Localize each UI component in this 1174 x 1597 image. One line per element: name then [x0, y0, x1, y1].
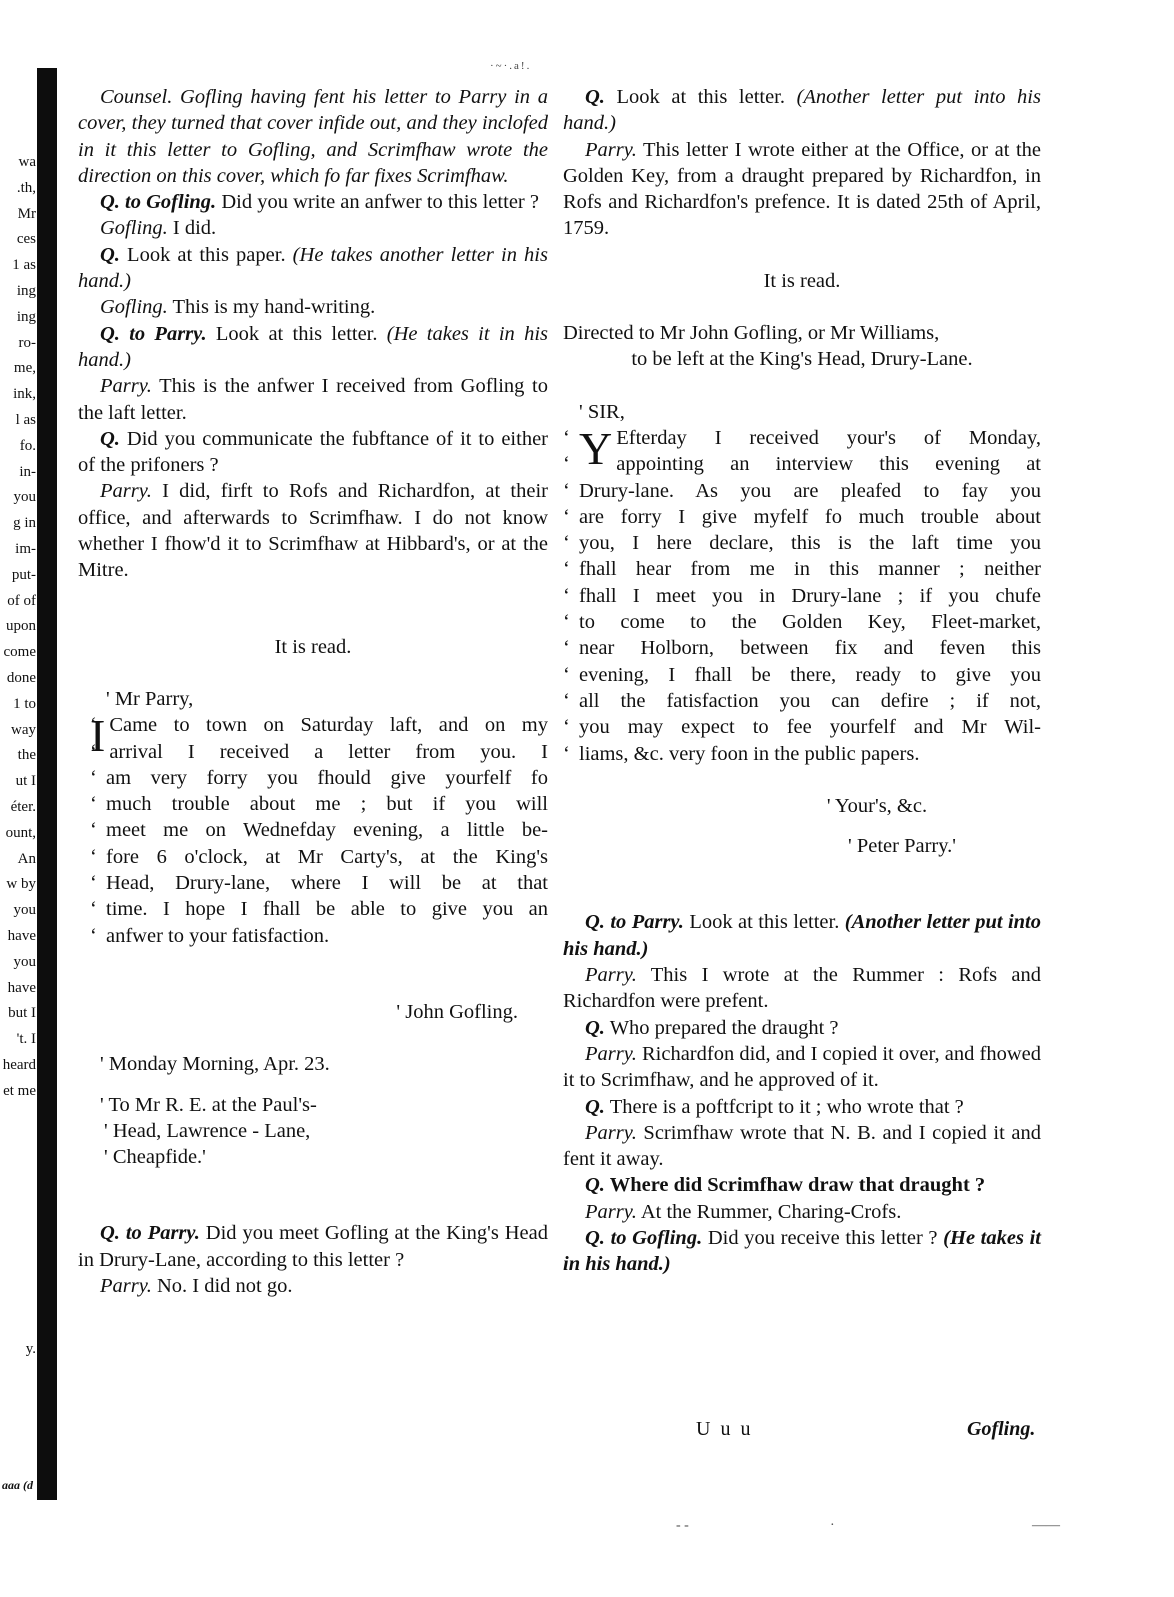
address-line: ' Head, Lawrence - Lane, — [104, 1119, 311, 1142]
edge-fragment: me, — [13, 360, 36, 377]
letter-line: ‘ Efterday I received your's of Monday, — [563, 425, 1041, 451]
letter-closing: ' Your's, &c. — [826, 794, 928, 817]
answer-paragraph: Parry. I did, firft to Rofs and Richardfon, at their office, and afterwards to Scrimfhaw. I do not know whether I fhow'd it to Scrimfhaw at Hibbard's, or at the Mitre. — [78, 480, 548, 582]
edge-fragment: im- — [15, 540, 36, 557]
letter-line: ‘ appointing an interview this evening at — [563, 451, 1041, 477]
right-column — [563, 84, 1041, 1278]
question-paragraph: Q. Did you communicate the fubftance of it to either of the prifoners ? — [78, 427, 548, 477]
letter-line: ‘ you, I here declare, this is the laft time you — [563, 530, 1041, 556]
parry-letter — [563, 399, 1041, 767]
edge-fragment: upon — [6, 618, 36, 635]
edge-fragment: way — [11, 721, 36, 738]
edge-fragment: of of — [7, 592, 36, 609]
edge-fragment: ink, — [13, 386, 36, 403]
edge-fragment: 1 to — [13, 695, 36, 712]
signature-mark: Uuu — [696, 1418, 761, 1440]
question-paragraph: Q. to Gofling. Did you receive this letter ? (He takes it in his hand.) — [563, 1226, 1041, 1276]
bottom-mark: · — [830, 1518, 835, 1533]
left-edge-foot: aaa (d — [2, 1478, 33, 1492]
letter-direction: to be left at the King's Head, Drury-Lane. — [631, 348, 973, 371]
gosling-letter — [78, 686, 548, 949]
answer-paragraph: Parry. This I wrote at the Rummer : Rofs and Richardfon were prefent. — [563, 964, 1041, 1013]
letter-line: ‘ meet me on Wednefday evening, a little be- — [90, 817, 548, 843]
address-line: ' To Mr R. E. at the Paul's- — [100, 1093, 317, 1116]
question-paragraph: Q. Look at this letter. (Another letter put into his hand.) — [563, 86, 1041, 135]
header-marks: ·~·.a!. — [490, 60, 532, 72]
letter-line: ‘ arrival I received a letter from you. I — [90, 739, 548, 765]
edge-fragment: w by — [6, 876, 36, 893]
letter-signature: ' John Gofling. — [396, 1000, 518, 1023]
letter-line: ‘ much trouble about me ; but if you will — [90, 791, 548, 817]
letter-line: ‘ you may expect to fee yourfelf and Mr Wil- — [563, 714, 1041, 740]
question-paragraph: Q. to Parry. Did you meet Gofling at the King's Head in Drury-Lane, according to this letter ? — [78, 1222, 549, 1271]
edge-fragment — [0, 1285, 36, 1311]
answer-paragraph: Parry. No. I did not go. — [100, 1274, 293, 1297]
letter-line: ‘ Head, Drury-lane, where I will be at that — [90, 870, 548, 896]
answer-paragraph: Parry. Scrimfhaw wrote that N. B. and I copied it and fent it away. — [563, 1121, 1041, 1171]
edge-fragment: ut I — [15, 773, 36, 790]
letter-line: ‘ Came to town on Saturday laft, and on my — [90, 712, 548, 738]
question-paragraph: Q. Look at this paper. (He takes another letter in his hand.) — [78, 243, 548, 293]
edge-fragment: you — [13, 953, 36, 970]
answer-paragraph: Parry. Richardfon did, and I copied it over, and fhowed it to Scrimfhaw, and he approved of it. — [563, 1042, 1041, 1092]
drop-capital: Y — [579, 422, 613, 474]
address-line: ' Cheapfide.' — [104, 1146, 206, 1169]
it-is-read-heading: It is read. — [274, 635, 352, 658]
question-paragraph: Q. to Parry. Look at this letter. (He takes it in his hand.) — [78, 322, 548, 371]
answer-paragraph: Gofling. I did. — [100, 217, 217, 240]
edge-fragment: 1 as — [12, 257, 36, 274]
question-paragraph: Q. Where did Scrimfhaw draw that draught ? — [585, 1174, 986, 1197]
edge-fragment: fo. — [19, 437, 36, 454]
edge-fragment: the — [17, 747, 36, 764]
letter-line: ‘ liams, &c. very foon in the public papers. — [563, 741, 1041, 767]
edge-fragment: you — [13, 489, 36, 506]
letter-date: ' Monday Morning, Apr. 23. — [100, 1053, 330, 1076]
binding-shadow — [37, 68, 57, 1500]
edge-fragment: g in — [13, 515, 36, 532]
left-column — [78, 84, 548, 1299]
letter-line: ‘ fore 6 o'clock, at Mr Carty's, at the King's — [90, 844, 548, 870]
edge-fragment: éter. — [10, 798, 36, 815]
edge-fragment — [0, 1259, 36, 1285]
bottom-mark: —— — [1032, 1518, 1060, 1533]
edge-fragment: l as — [15, 411, 36, 428]
edge-fragment: ro- — [18, 334, 36, 351]
edge-fragment — [0, 1130, 36, 1156]
edge-fragment — [0, 1182, 36, 1208]
edge-fragment: et me — [3, 1082, 36, 1099]
letter-line: ‘ are forry I give myfelf fo much trouble about — [563, 504, 1041, 530]
question-paragraph: Q. to Parry. Look at this letter. (Another letter put into his hand.) — [563, 911, 1041, 960]
edge-fragment: ing — [16, 282, 36, 299]
edge-fragment — [0, 1208, 36, 1234]
edge-fragment — [0, 1104, 36, 1130]
answer-paragraph: Parry. This letter I wrote either at the Office, or at the Golden Key, from a draught prepared by Richardfon, in Rofs and Richardfon's prefence. It is dated 25th of April, 1759. — [563, 138, 1041, 240]
edge-fragment: An — [17, 850, 36, 867]
catchword: Gofling. — [967, 1418, 1036, 1440]
edge-fragment: come — [3, 644, 36, 661]
letter-address — [78, 1092, 548, 1171]
letter-line: ‘ anfwer to your fatisfaction. — [90, 923, 548, 949]
edge-fragment: ount, — [5, 824, 36, 841]
edge-fragment: Mr — [17, 205, 36, 222]
edge-fragment: .th, — [16, 179, 36, 196]
letter-salutation: ' SIR, — [579, 400, 625, 423]
edge-fragment — [0, 1156, 36, 1182]
edge-fragment: but I — [8, 1005, 36, 1022]
edge-fragment: done — [6, 669, 36, 686]
counsel-paragraph: Counsel. Gofling having fent his letter to Parry in a cover, they turned that cover infide out, and they inclofed in it this letter to Gofling, and Scrimfhaw wrote the direction on this cover, which fo far fixes Scrimfhaw. — [78, 86, 548, 187]
edge-fragment: in- — [19, 463, 36, 480]
edge-fragment: wa — [18, 154, 36, 170]
bottom-mark: - - — [676, 1518, 689, 1533]
edge-fragment: 't. I — [16, 1031, 36, 1048]
edge-fragment: put- — [11, 566, 36, 583]
answer-paragraph: Parry. At the Rummer, Charing-Crofs. — [585, 1200, 902, 1223]
drop-capital: I — [90, 710, 106, 762]
letter-direction: Directed to Mr John Gofling, or Mr Williams, — [563, 322, 940, 345]
edge-fragment — [0, 1233, 36, 1259]
question-paragraph: Q. There is a poftfcript to it ; who wrote that ? — [585, 1095, 964, 1118]
letter-line: ‘ am very forry you fhould give yourfelf fo — [90, 765, 548, 791]
edge-fragment: heard — [2, 1056, 36, 1073]
edge-fragment: y. — [25, 1340, 36, 1357]
letter-line: ‘ Drury-lane. As you are pleafed to fay you — [563, 478, 1041, 504]
question-paragraph: Q. Who prepared the draught ? — [585, 1016, 839, 1039]
letter-line: ‘ fhall I meet you in Drury-lane ; if you chufe — [563, 583, 1041, 609]
letter-salutation: ' Mr Parry, — [106, 687, 194, 710]
answer-paragraph: Gofling. This is my hand-writing. — [100, 296, 376, 319]
question-paragraph: Q. to Gofling. Did you write an anfwer to this letter ? — [100, 191, 539, 214]
edge-fragment: ing — [16, 308, 36, 325]
left-edge-fragments — [0, 150, 36, 1362]
letter-line: ‘ to come to the Golden Key, Fleet-market, — [563, 609, 1041, 635]
it-is-read-heading: It is read. — [763, 269, 841, 292]
letter-line: ‘ time. I hope I fhall be able to give you an — [90, 896, 548, 922]
edge-fragment: you — [13, 902, 36, 919]
edge-fragment: ces — [16, 231, 36, 248]
letter-line: ‘ near Holborn, between fix and feven this — [563, 635, 1041, 661]
answer-paragraph: Parry. This is the anfwer I received from Gofling to the laft letter. — [78, 375, 548, 424]
edge-fragment: have — [7, 927, 36, 944]
letter-line: ‘ fhall hear from me in this manner ; neither — [563, 556, 1041, 582]
edge-fragment: have — [7, 979, 36, 996]
edge-fragment — [0, 1311, 36, 1337]
letter-line: ‘ evening, I fhall be there, ready to give you — [563, 662, 1041, 688]
letter-line: ‘ all the fatisfaction you can defire ; if not, — [563, 688, 1041, 714]
letter-signature: ' Peter Parry.' — [848, 835, 956, 858]
